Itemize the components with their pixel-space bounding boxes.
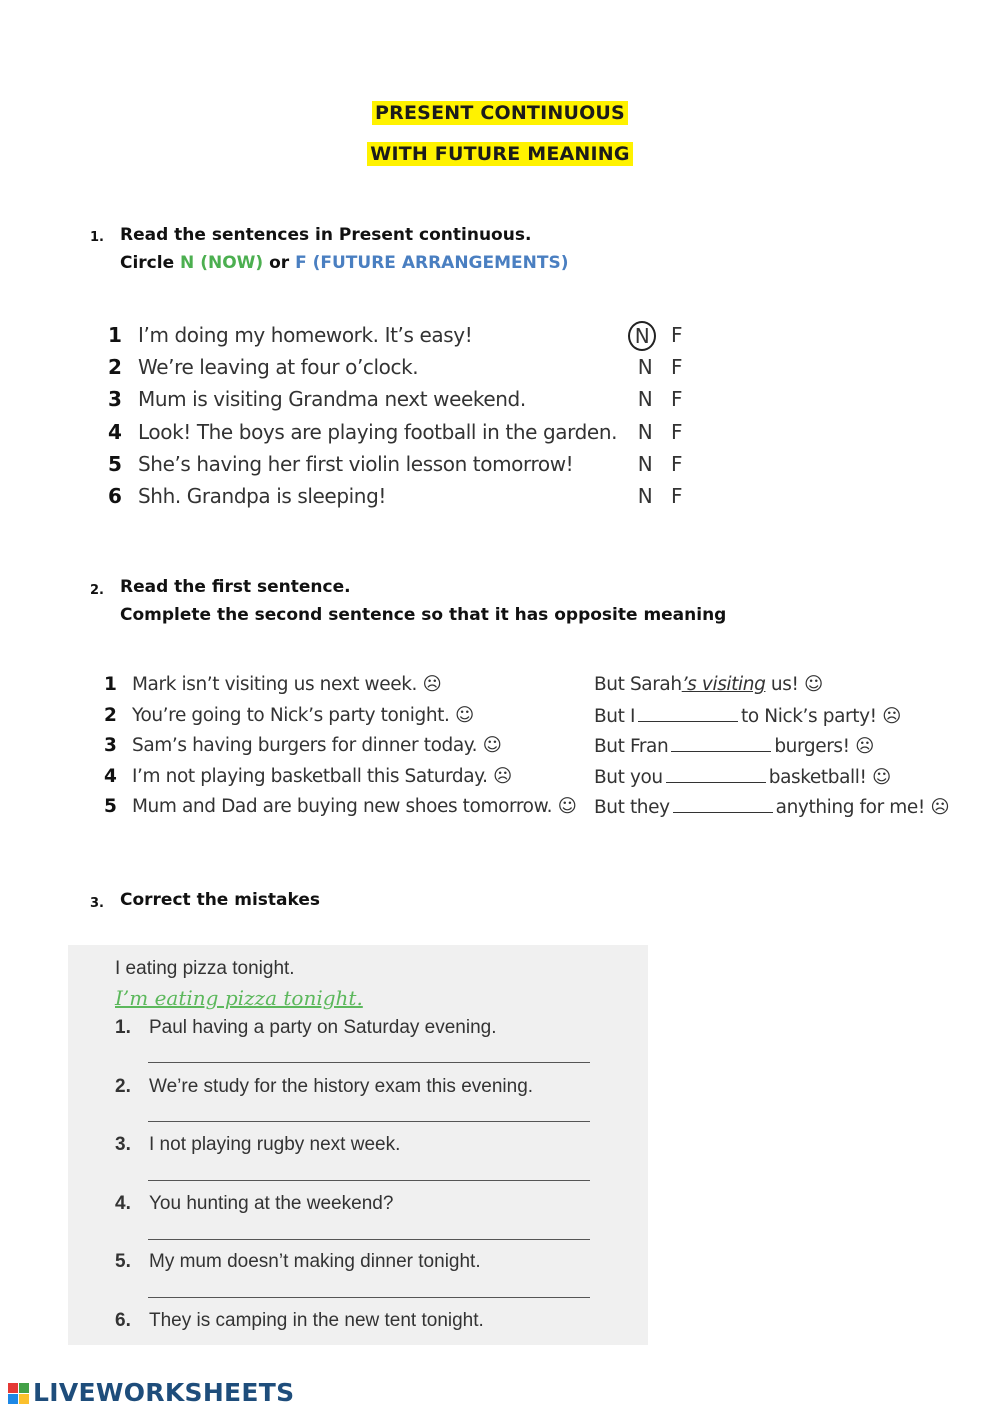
item-number: 4 [104, 766, 117, 787]
section2-instruction-1: Read the first sentence. [120, 577, 351, 597]
item-text: You’re going to Nick’s party tonight. ☺ [132, 705, 474, 726]
item-text: I’m not playing basketball this Saturday. ☹ [132, 766, 512, 787]
ex2-item [104, 674, 964, 704]
answer-line [594, 796, 949, 818]
item-number: 6. [115, 1310, 131, 1331]
answer-suffix: us! ☺ [765, 674, 823, 695]
answer-suffix: burgers! ☹ [774, 736, 875, 757]
option-n[interactable]: N [637, 420, 653, 444]
item-number: 5. [115, 1251, 131, 1272]
item-text: We’re leaving at four o’clock. [138, 355, 419, 379]
ex1-item [108, 452, 708, 482]
item-number: 2. [115, 1076, 131, 1097]
item-text: Paul having a party on Saturday evening. [149, 1017, 497, 1038]
item-text: She’s having her first violin lesson tomorrow! [138, 452, 574, 476]
option-n-circled[interactable]: N [628, 321, 656, 351]
title-line-2 [0, 143, 1000, 165]
answer-line [594, 766, 891, 788]
item-text: Sam’s having burgers for dinner today. ☺ [132, 735, 502, 756]
answer-suffix: basketball! ☺ [768, 767, 891, 788]
item-number: 6 [108, 484, 122, 508]
logo-grid-icon [8, 1383, 30, 1405]
ex2-item [104, 705, 964, 735]
answer-line [594, 735, 874, 757]
answer-line[interactable] [148, 1239, 590, 1240]
item-number: 1. [115, 1017, 131, 1038]
answer-blank[interactable] [666, 766, 766, 783]
item-number: 4. [115, 1193, 131, 1214]
item-text: Shh. Grandpa is sleeping! [138, 484, 386, 508]
answer-suffix: anything for me! ☹ [775, 797, 950, 818]
option-n[interactable]: N [637, 355, 653, 379]
option-n[interactable]: N [637, 452, 653, 476]
future-label: F (FUTURE ARRANGEMENTS) [295, 253, 569, 273]
answer-line [594, 705, 901, 727]
answer-blank[interactable] [671, 735, 771, 752]
example-sentence: I eating pizza tonight. [115, 958, 295, 979]
item-number: 1 [104, 674, 117, 695]
item-number: 3. [115, 1134, 131, 1155]
option-n[interactable]: N [637, 484, 653, 508]
item-text: My mum doesn’t making dinner tonight. [149, 1251, 481, 1272]
example-answer: I’m eating pizza tonight. [115, 986, 363, 1010]
answer-line [594, 674, 823, 695]
answer-fill[interactable]: ’s visiting [681, 674, 766, 695]
answer-prefix: But they [594, 797, 670, 818]
now-label: N (NOW) [180, 253, 264, 273]
item-text: I’m doing my homework. It’s easy! [138, 323, 473, 347]
page-subtitle: WITH FUTURE MEANING [367, 142, 632, 166]
answer-line[interactable] [148, 1180, 590, 1181]
item-number: 3 [108, 387, 122, 411]
answer-prefix: But Sarah [594, 674, 682, 695]
item-number: 3 [104, 735, 117, 756]
item-number: 2 [104, 705, 117, 726]
item-text: They is camping in the new tent tonight. [149, 1310, 484, 1331]
option-n[interactable]: N [637, 387, 653, 411]
item-text: You hunting at the weekend? [149, 1193, 394, 1214]
section1-instruction-2 [120, 253, 569, 273]
ex1-item [108, 484, 708, 514]
section1-number: 1. [90, 230, 104, 245]
item-number: 5 [104, 796, 117, 817]
ex1-item [108, 323, 708, 353]
ex1-item [108, 355, 708, 385]
item-number: 2 [108, 355, 122, 379]
ex1-item [108, 420, 708, 450]
title-line-1 [0, 102, 1000, 124]
ex1-item [108, 387, 708, 417]
item-text: We’re study for the history exam this evening. [149, 1076, 534, 1097]
logo-text: LIVEWORKSHEETS [33, 1378, 295, 1407]
section3-number: 3. [90, 896, 104, 911]
section3-instruction: Correct the mistakes [120, 890, 321, 910]
section2-number: 2. [90, 583, 104, 598]
answer-blank[interactable] [638, 705, 738, 722]
ex2-item [104, 766, 964, 796]
item-text: Mum and Dad are buying new shoes tomorrow. ☺ [132, 796, 577, 817]
option-f[interactable]: F [671, 484, 683, 508]
option-f[interactable]: F [671, 323, 683, 347]
option-f[interactable]: F [671, 420, 683, 444]
answer-blank[interactable] [673, 796, 773, 813]
item-text: Mum is visiting Grandma next weekend. [138, 387, 526, 411]
answer-prefix: But Fran [594, 736, 669, 757]
item-text: Look! The boys are playing football in the garden. [138, 420, 618, 444]
option-f[interactable]: F [671, 452, 683, 476]
circle-word: Circle [120, 253, 175, 273]
item-text: I not playing rugby next week. [149, 1134, 401, 1155]
item-text: Mark isn’t visiting us next week. ☹ [132, 674, 442, 695]
answer-prefix: But you [594, 767, 663, 788]
ex2-item [104, 796, 964, 826]
page-title: PRESENT CONTINUOUS [372, 101, 628, 125]
section1-instruction-1: Read the sentences in Present continuous. [120, 225, 532, 245]
section2-instruction-2: Complete the second sentence so that it has opposite meaning [120, 605, 727, 625]
or-word: or [269, 253, 290, 273]
liveworksheets-logo[interactable] [8, 1378, 294, 1407]
answer-prefix: But I [594, 706, 636, 727]
ex2-item [104, 735, 964, 765]
answer-line[interactable] [148, 1121, 590, 1122]
answer-line[interactable] [148, 1297, 590, 1298]
item-number: 5 [108, 452, 122, 476]
option-f[interactable]: F [671, 355, 683, 379]
item-number: 4 [108, 420, 122, 444]
item-number: 1 [108, 323, 122, 347]
answer-suffix: to Nick’s party! ☹ [741, 706, 902, 727]
answer-line[interactable] [148, 1062, 590, 1063]
option-f[interactable]: F [671, 387, 683, 411]
